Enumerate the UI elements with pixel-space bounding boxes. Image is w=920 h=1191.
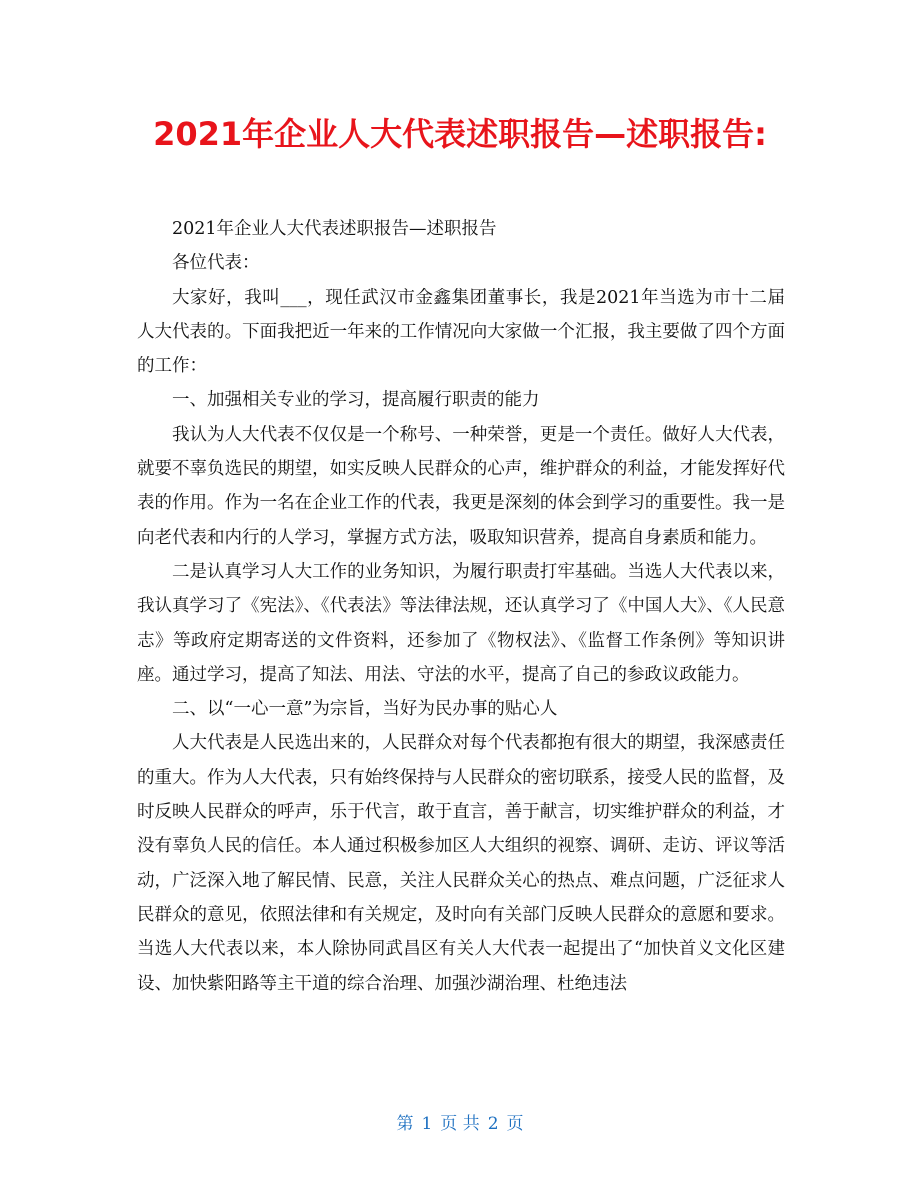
paragraph-body: 二是认真学习人大工作的业务知识，为履行职责打牢基础。当选人大代表以来，我认真学习了《宪法》、《代表法》等法律法规，还认真学习了《中国人大》、《人民意志》等政府定期寄送的文件资料，还参加了《物权法》、《监督工作条例》等知识讲座。通过学习，提高了知法、用法、守法的水平，提高了自己的参政议政能力。 bbox=[137, 561, 785, 685]
paragraph-body: 人大代表是人民选出来的，人民群众对每个代表都抱有很大的期望，我深感责任的重大。作为人大代表，只有始终保持与人民群众的密切联系，接受人民的监督，及时反映人民群众的呼声，乐于代言，敢于直言，善于献言，切实维护群众的利益，才没有辜负人民的信任。本人通过积极参加区人大组织的视察、调研、走访、评议等活动，广泛深入地了解民情、民意，关注人民群众关心的热点、难点问题，广泛征求人民群众的意见，依照法律和有关规定，及时向有关部门反映人民群众的意愿和要求。当选人大代表以来，本人除协同武昌区有关人大代表一起提出了“加快首义文化区建设、加快紫阳路等主干道的综合治理、加强沙湖治理、杜绝违法 bbox=[137, 733, 785, 994]
section-heading-2: 二、以“一心一意”为宗旨，当好为民办事的贴心人 bbox=[172, 699, 558, 720]
paragraph-subtitle: 2021年企业人大代表述职报告—述职报告 bbox=[172, 219, 497, 239]
paragraph-intro: 大家好，我叫___，现任武汉市金鑫集团董事长，我是2021年当选为市十二届人大代表的。下面我把近一年来的工作情况向大家做一个汇报，我主要做了四个方面的工作： bbox=[137, 287, 785, 377]
footer-page-total: 2 bbox=[487, 1114, 499, 1134]
footer-mid: 页 共 bbox=[440, 1114, 480, 1134]
page-footer bbox=[0, 1112, 920, 1136]
document-title: 2021年企业人大代表述职报告—述职报告: bbox=[153, 115, 767, 153]
footer-page-number: 1 bbox=[421, 1114, 433, 1134]
paragraph-body: 我认为人大代表不仅仅是一个称号、一种荣誉，更是一个责任。做好人大代表，就要不辜负选民的期望，如实反映人民群众的心声，维护群众的利益，才能发挥好代表的作用。作为一名在企业工作的代表，我更是深刻的体会到学习的重要性。我一是向老代表和内行的人学习，掌握方式方法，吸取知识营养，提高自身素质和能力。 bbox=[137, 424, 785, 548]
footer-suffix: 页 bbox=[506, 1114, 524, 1134]
paragraph-salutation: 各位代表： bbox=[172, 253, 260, 274]
section-heading-1: 一、加强相关专业的学习，提高履行职责的能力 bbox=[172, 390, 540, 411]
footer-prefix: 第 bbox=[396, 1114, 414, 1134]
document-body bbox=[137, 212, 785, 1001]
